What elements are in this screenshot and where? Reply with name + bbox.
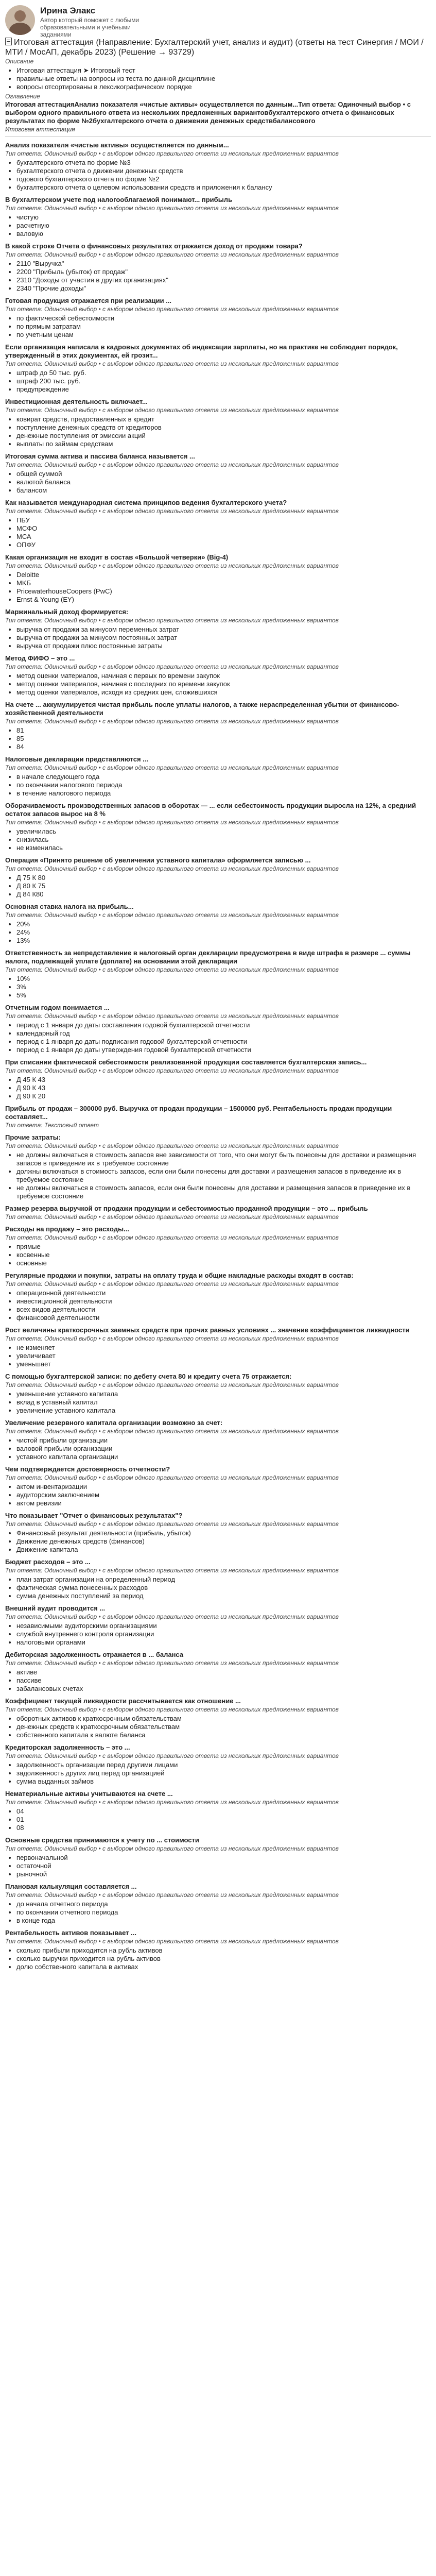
answer-option: • по окончании отчетного периода	[16, 1908, 431, 1917]
answer-option: • предупреждение	[16, 385, 431, 394]
answer-option: • 81	[16, 726, 431, 735]
question-title: Инвестиционная деятельность включает...	[5, 398, 148, 405]
answer-options	[5, 827, 431, 852]
answer-option: • валютой баланса	[16, 478, 431, 486]
answer-options	[5, 1854, 431, 1878]
question-block	[0, 499, 436, 549]
answer-option: • период с 1 января до даты утверждения годовой бухгалтерской отчетности	[16, 1046, 431, 1054]
answer-option: • 2200 "Прибыль (убыток) от продаж"	[16, 268, 431, 276]
question-block	[0, 196, 436, 238]
answer-options	[5, 920, 431, 945]
author-name[interactable]: Ирина Элакс	[40, 6, 96, 15]
question-type: Тип ответа: Одиночный выбор • с выбором одного правильного ответа из нескольких предложенных вариантов	[5, 1706, 339, 1713]
question-block	[0, 1883, 436, 1925]
answer-options	[5, 1344, 431, 1368]
answer-option: • по фактической себестоимости	[16, 314, 431, 323]
answer-options	[5, 1575, 431, 1600]
answer-option: • план затрат организации на определенный период	[16, 1575, 431, 1584]
question-block	[0, 949, 436, 999]
content-type: Итоговая аттестация	[5, 126, 75, 133]
answer-options	[5, 625, 431, 650]
answer-option: • годового бухгалтерского отчета по форме №2	[16, 175, 431, 183]
answer-options	[5, 1483, 431, 1507]
answer-options	[5, 415, 431, 448]
question-title: Дебиторская задолженность отражается в ... баланса	[5, 1651, 184, 1658]
question-block	[0, 1743, 436, 1786]
answer-option: • финансовой деятельности	[16, 1314, 431, 1322]
question-block	[0, 1651, 436, 1693]
answer-options	[5, 159, 431, 192]
question-block	[0, 1372, 436, 1415]
document-icon	[5, 38, 12, 45]
question-title: Отчетным годом понимается ...	[5, 1004, 110, 1011]
answer-option: • Финансовый результат деятельности (прибыль, убыток)	[16, 1529, 431, 1537]
question-block	[0, 1465, 436, 1507]
answer-option: • независимыми аудиторскими организациями	[16, 1622, 431, 1630]
answer-option: • увеличение уставного капитала	[16, 1406, 431, 1415]
question-block	[0, 553, 436, 604]
answer-option: • оборотных активов к краткосрочным обязательствам	[16, 1715, 431, 1723]
question-title: Как называется международная система принципов ведения бухгалтерского учета?	[5, 499, 287, 506]
answer-option: • бухгалтерского отчета о движении денежных средств	[16, 167, 431, 175]
answer-options	[5, 1151, 431, 1200]
question-title: Рост величины краткосрочных заемных средств при прочих равных условиях ... значение коэффициентов ликвидности	[5, 1326, 410, 1334]
answer-option: • бухгалтерского отчета о целевом использовании средств и приложения к балансу	[16, 183, 431, 192]
question-title: Бюджет расходов – это ...	[5, 1558, 91, 1566]
question-block	[0, 1058, 436, 1100]
answer-options	[5, 1807, 431, 1832]
answer-option: • собственного капитала к валюте баланса	[16, 1731, 431, 1739]
question-type: Тип ответа: Одиночный выбор • с выбором одного правильного ответа из нескольких предложенных вариантов	[5, 1381, 339, 1388]
answer-option: • 2110 "Выручка"	[16, 260, 431, 268]
answer-option: • долю собственного капитала в активах	[16, 1963, 431, 1971]
question-title: Если организация написала в кадровых документах об индексации зарплаты, но на практике не соблюдает порядок, утвержденный в этих документах, ей грозит...	[5, 343, 398, 359]
answer-option: • 20%	[16, 920, 431, 928]
question-title: Налоговые декларации представляются ...	[5, 755, 148, 763]
answer-option: • МСФО	[16, 524, 431, 533]
answer-options	[5, 1390, 431, 1415]
question-type: Тип ответа: Одиночный выбор • с выбором одного правильного ответа из нескольких предложенных вариантов	[5, 865, 339, 872]
answer-option: • выплаты по займам средствам	[16, 440, 431, 448]
answer-options	[5, 1715, 431, 1739]
question-title: Регулярные продажи и покупки, затраты на оплату труда и общие накладные расходы входят в состав:	[5, 1272, 354, 1279]
question-block	[0, 242, 436, 293]
question-title: Оборачиваемость производственных запасов в оборотах — ... если себестоимость продукции выросла на 12%, а средний остаток запасов вырос на 8 %	[5, 802, 416, 818]
author-info	[40, 5, 143, 38]
answer-option: • инвестиционной деятельности	[16, 1297, 431, 1306]
answer-option: • актом инвентаризации	[16, 1483, 431, 1491]
question-title: Маржинальный доход формируется:	[5, 608, 129, 616]
answer-option: • денежные поступления от эмиссии акций	[16, 432, 431, 440]
answer-option: • аудиторским заключением	[16, 1491, 431, 1499]
question-type: Тип ответа: Одиночный выбор • с выбором одного правильного ответа из нескольких предложенных вариантов	[5, 507, 339, 515]
description-list	[5, 66, 431, 91]
answer-option: • Д 90 К 20	[16, 1092, 431, 1100]
question-block	[0, 1205, 436, 1221]
answer-options	[5, 1529, 431, 1554]
answer-option: • балансом	[16, 486, 431, 495]
answer-option: • 04	[16, 1807, 431, 1816]
answer-option: • Д 75 К 80	[16, 874, 431, 882]
question-type: Тип ответа: Одиночный выбор • с выбором одного правильного ответа из нескольких предложенных вариантов	[5, 819, 339, 826]
question-block	[0, 802, 436, 852]
answer-option: • ОПФУ	[16, 541, 431, 549]
question-block	[0, 654, 436, 697]
answer-options	[5, 1900, 431, 1925]
question-title: Прибыль от продаж – 300000 руб. Выручка от продаж продукции – 1500000 руб. Рентабельность продаж продукции составляет...	[5, 1105, 392, 1121]
answer-option: • валовой прибыли организации	[16, 1445, 431, 1453]
answer-option: • денежных средств к краткосрочным обязательствам	[16, 1723, 431, 1731]
answer-option: • Д 90 К 43	[16, 1084, 431, 1092]
answer-option: • налоговыми органами	[16, 1638, 431, 1647]
answer-option: • Д 45 К 43	[16, 1076, 431, 1084]
question-title: Ответственность за непредставление в налоговый орган декларации предусмотрена в виде штрафа в размере ... суммы налога, подлежащей уплате (доплате) на основании этой декларации	[5, 949, 411, 965]
question-title: Увеличение резервного капитала организации возможно за счет:	[5, 1419, 223, 1427]
question-type: Тип ответа: Одиночный выбор • с выбором одного правильного ответа из нескольких предложенных вариантов	[5, 1474, 339, 1481]
answer-option: • 24%	[16, 928, 431, 937]
question-title: Внешний аудит проводится ...	[5, 1604, 106, 1612]
answer-option: • Deloitte	[16, 571, 431, 579]
question-list	[0, 141, 436, 1971]
question-title: На счете ... аккумулируется чистая прибыль после уплаты налогов, а также нераспределенная убытки от финансово-хозяйственной деятельности	[5, 701, 399, 717]
question-title: Основная ставка налога на прибыль...	[5, 903, 134, 910]
answer-option: • Д 84 К80	[16, 890, 431, 899]
question-type: Тип ответа: Одиночный выбор • с выбором одного правильного ответа из нескольких предложенных вариантов	[5, 1567, 339, 1574]
answer-options	[5, 975, 431, 999]
page-title	[0, 36, 436, 57]
answer-option: • основные	[16, 1259, 431, 1267]
description-item: • правильные ответы на вопросы из теста по данной дисциплине	[16, 75, 431, 83]
answer-option: • первоначальной	[16, 1854, 431, 1862]
author-header	[0, 0, 436, 36]
answer-option: • уменьшает	[16, 1360, 431, 1368]
question-block	[0, 608, 436, 650]
question-type: Тип ответа: Одиночный выбор • с выбором одного правильного ответа из нескольких предложенных вариантов	[5, 150, 339, 157]
answer-option: • службой внутреннего контроля организации	[16, 1630, 431, 1638]
question-block	[0, 856, 436, 899]
question-title: Итоговая сумма актива и пассива баланса называется ...	[5, 452, 195, 460]
answer-option: • остаточной	[16, 1862, 431, 1870]
answer-option: • увеличилась	[16, 827, 431, 836]
question-block	[0, 1558, 436, 1600]
question-type: Тип ответа: Одиночный выбор • с выбором одного правильного ответа из нескольких предложенных вариантов	[5, 966, 339, 973]
answer-option: • в конце года	[16, 1917, 431, 1925]
answer-option: • чистую	[16, 213, 431, 222]
question-type: Тип ответа: Одиночный выбор • с выбором одного правильного ответа из нескольких предложенных вариантов	[5, 617, 339, 624]
question-type: Тип ответа: Текстовый ответ	[5, 1122, 99, 1129]
answer-option: • ковират средств, предоставленных в кредит	[16, 415, 431, 423]
answer-option: • 08	[16, 1824, 431, 1832]
question-block	[0, 1419, 436, 1461]
question-title: Основные средства принимаются к учету по ... стоимости	[5, 1836, 199, 1844]
answer-option: • не изменяет	[16, 1344, 431, 1352]
answer-option: • уставного капитала организации	[16, 1453, 431, 1461]
answer-options	[5, 1243, 431, 1267]
answer-options	[5, 874, 431, 899]
answer-option: • по окончании налогового периода	[16, 781, 431, 789]
question-type: Тип ответа: Одиночный выбор • с выбором одного правильного ответа из нескольких предложенных вариантов	[5, 1213, 339, 1221]
answer-options	[5, 1076, 431, 1100]
answer-options	[5, 726, 431, 751]
question-type: Тип ответа: Одиночный выбор • с выбором одного правильного ответа из нескольких предложенных вариантов	[5, 306, 339, 313]
description-label: Описание	[5, 58, 34, 65]
answer-options	[5, 672, 431, 697]
question-title: Какая организация не входит в состав «Большой четверки» (Big-4)	[5, 553, 229, 561]
question-block	[0, 755, 436, 798]
question-type: Тип ответа: Одиночный выбор • с выбором одного правильного ответа из нескольких предложенных вариантов	[5, 461, 339, 468]
answer-option: • увеличивает	[16, 1352, 431, 1360]
answer-option: • не должны включаться в стоимость запасов вне зависимости от того, что они могут быть понесены для доставки и размещения запасов в приведение их в требуемое состояние	[16, 1151, 431, 1167]
question-block	[0, 1929, 436, 1971]
question-type: Тип ответа: Одиночный выбор • с выбором одного правильного ответа из нескольких предложенных вариантов	[5, 205, 339, 212]
answer-option: • не должны включаться в стоимость запасов, если они были понесены для доставки и размещения запасов в приведение их в требуемое состояние	[16, 1184, 431, 1200]
author-description: Автор который поможет с любыми образовательными и учебными заданиями	[40, 16, 139, 38]
question-block	[0, 1790, 436, 1832]
question-type: Тип ответа: Одиночный выбор • с выбором одного правильного ответа из нескольких предложенных вариантов	[5, 1234, 339, 1241]
answer-option: • фактическая сумма понесенных расходов	[16, 1584, 431, 1592]
question-title: Размер резерва выручкой от продажи продукции и себестоимостью проданной продукции – это ... прибыль	[5, 1205, 368, 1212]
answer-option: • выручка от продажи за минусом переменных затрат	[16, 625, 431, 634]
question-title: Коэффициент текущей ликвидности рассчитывается как отношение ...	[5, 1697, 241, 1705]
question-block	[0, 1105, 436, 1129]
answer-option: • выручка от продажи плюс постоянные затраты	[16, 642, 431, 650]
answer-options	[5, 369, 431, 394]
question-type: Тип ответа: Одиночный выбор • с выбором одного правильного ответа из нескольких предложенных вариантов	[5, 718, 339, 725]
answer-option: • сколько прибыли приходится на рубль активов	[16, 1946, 431, 1955]
question-title: Готовая продукция отражается при реализации ...	[5, 297, 172, 304]
answer-option: • MKБ	[16, 579, 431, 587]
page-title-text: Итоговая аттестация (Направление: Бухгалтерский учет, анализ и аудит) (ответы на тест Синергия / МОИ / МТИ / МосАП, декабрь 2023) (Решение → 93729)	[5, 38, 424, 57]
question-type: Тип ответа: Одиночный выбор • с выбором одного правильного ответа из нескольких предложенных вариантов	[5, 663, 339, 670]
answer-options	[5, 1622, 431, 1647]
answer-option: • активе	[16, 1668, 431, 1676]
question-type: Тип ответа: Одиночный выбор • с выбором одного правильного ответа из нескольких предложенных вариантов	[5, 1067, 339, 1074]
answer-options	[5, 1436, 431, 1461]
answer-option: • штраф до 50 тыс. руб.	[16, 369, 431, 377]
answer-option: • календарный год	[16, 1029, 431, 1038]
answer-option: • МСА	[16, 533, 431, 541]
answer-option: • выручка от продажи за минусом постоянных затрат	[16, 634, 431, 642]
answer-option: • рыночной	[16, 1870, 431, 1878]
question-title: В бухгалтерском учете под налогооблагаемой понимают... прибыль	[5, 196, 233, 204]
question-block	[0, 1512, 436, 1554]
answer-option: • до начала отчетного периода	[16, 1900, 431, 1908]
answer-option: • период с 1 января до даты подписания годовой бухгалтерской отчетности	[16, 1038, 431, 1046]
answer-option: • снизилась	[16, 836, 431, 844]
content-label: Оглавление	[5, 93, 40, 100]
question-type: Тип ответа: Одиночный выбор • с выбором одного правильного ответа из нескольких предложенных вариантов	[5, 1012, 339, 1020]
question-type: Тип ответа: Одиночный выбор • с выбором одного правильного ответа из нескольких предложенных вариантов	[5, 911, 339, 919]
answer-option: • в начале следующего года	[16, 773, 431, 781]
answer-option: • 2340 "Прочие доходы"	[16, 284, 431, 293]
content-summary	[0, 100, 436, 133]
answer-option: • PricewaterhouseCoopers (PwC)	[16, 587, 431, 596]
question-block	[0, 1604, 436, 1647]
question-type: Тип ответа: Одиночный выбор • с выбором одного правильного ответа из нескольких предложенных вариантов	[5, 1280, 339, 1287]
answer-option: • всех видов деятельности	[16, 1306, 431, 1314]
question-type: Тип ответа: Одиночный выбор • с выбором одного правильного ответа из нескольких предложенных вариантов	[5, 562, 339, 569]
answer-option: • пассиве	[16, 1676, 431, 1685]
answer-options	[5, 260, 431, 293]
question-title: Расходы на продажу – это расходы...	[5, 1225, 129, 1233]
question-type: Тип ответа: Одиночный выбор • с выбором одного правильного ответа из нескольких предложенных вариантов	[5, 1142, 339, 1149]
answer-options	[5, 516, 431, 549]
question-title: В какой строке Отчета о финансовых результатах отражается доход от продажи товара?	[5, 242, 303, 250]
question-title: Операция «Принято решение об увеличении уставного капитала» оформляется записью ...	[5, 856, 311, 864]
question-title: Анализ показателя «чистые активы» осуществляется по данным...	[5, 141, 229, 149]
answer-option: • 3%	[16, 983, 431, 991]
content-title: Итоговая аттестацияАнализ показателя «чистые активы» осуществляется по данным...Тип ответа: Одиночный выбор • с выбором одного правильного ответа из нескольких предложенных вариантовбухгалтерского отчета о финансовых результатах по форме №2бухгалтерского отчета о движении денежных средствбалансового	[5, 100, 411, 125]
answer-options	[5, 1761, 431, 1786]
answer-options	[5, 1946, 431, 1971]
answer-option: • 2310 "Доходы от участия в других организациях"	[16, 276, 431, 284]
description-item: • Итоговая аттестация ➤ Итоговый тест	[16, 66, 431, 75]
answer-option: • не изменилась	[16, 844, 431, 852]
answer-option: • задолженность организации перед другими лицами	[16, 1761, 431, 1769]
answer-option: • расчетную	[16, 222, 431, 230]
answer-option: • актом ревизии	[16, 1499, 431, 1507]
answer-option: • общей суммой	[16, 470, 431, 478]
answer-options	[5, 1289, 431, 1322]
answer-option: • сумма выданных займов	[16, 1777, 431, 1786]
avatar[interactable]	[5, 5, 35, 35]
answer-option: • прямые	[16, 1243, 431, 1251]
question-type: Тип ответа: Одиночный выбор • с выбором одного правильного ответа из нескольких предложенных вариантов	[5, 406, 339, 414]
answer-option: • Движение капитала	[16, 1546, 431, 1554]
answer-option: • 13%	[16, 937, 431, 945]
question-type: Тип ответа: Одиночный выбор • с выбором одного правильного ответа из нескольких предложенных вариантов	[5, 1613, 339, 1620]
question-type: Тип ответа: Одиночный выбор • с выбором одного правильного ответа из нескольких предложенных вариантов	[5, 360, 339, 367]
question-block	[0, 903, 436, 945]
question-title: При списании фактической себестоимости реализованной продукции составляется бухгалтерская запись...	[5, 1058, 367, 1066]
question-block	[0, 1133, 436, 1200]
answer-option: • метод оценки материалов, исходя из средних цен, сложившихся	[16, 688, 431, 697]
answer-option: • Ernst & Young (EY)	[16, 596, 431, 604]
answer-options	[5, 314, 431, 339]
description	[0, 66, 436, 91]
question-type: Тип ответа: Одиночный выбор • с выбором одного правильного ответа из нескольких предложенных вариантов	[5, 1335, 339, 1342]
question-type: Тип ответа: Одиночный выбор • с выбором одного правильного ответа из нескольких предложенных вариантов	[5, 1659, 339, 1667]
answer-option: • 85	[16, 735, 431, 743]
question-type: Тип ответа: Одиночный выбор • с выбором одного правильного ответа из нескольких предложенных вариантов	[5, 1938, 339, 1945]
answer-option: • штраф 200 тыс. руб.	[16, 377, 431, 385]
answer-option: • чистой прибыли организации	[16, 1436, 431, 1445]
answer-option: • 5%	[16, 991, 431, 999]
answer-option: • по учетным ценам	[16, 331, 431, 339]
answer-option: • забалансовых счетах	[16, 1685, 431, 1693]
question-block	[0, 452, 436, 495]
question-block	[0, 1004, 436, 1054]
answer-option: • уменьшение уставного капитала	[16, 1390, 431, 1398]
question-block	[0, 297, 436, 339]
question-type: Тип ответа: Одиночный выбор • с выбором одного правильного ответа из нескольких предложенных вариантов	[5, 1799, 339, 1806]
question-title: Метод ФИФО – это ...	[5, 654, 75, 662]
question-block	[0, 141, 436, 192]
answer-option: • бухгалтерского отчета по форме №3	[16, 159, 431, 167]
answer-option: • 84	[16, 743, 431, 751]
question-title: Кредиторская задолженность – это ...	[5, 1743, 130, 1751]
question-block	[0, 1326, 436, 1368]
question-title: Нематериальные активы учитываются на счете ...	[5, 1790, 173, 1798]
answer-option: • задолженность других лиц перед организацией	[16, 1769, 431, 1777]
answer-option: • косвенные	[16, 1251, 431, 1259]
answer-options	[5, 571, 431, 604]
answer-option: • 01	[16, 1816, 431, 1824]
question-type: Тип ответа: Одиночный выбор • с выбором одного правильного ответа из нескольких предложенных вариантов	[5, 1891, 339, 1899]
answer-option: • операционной деятельности	[16, 1289, 431, 1297]
answer-option: • ПБУ	[16, 516, 431, 524]
answer-option: • в течение налогового периода	[16, 789, 431, 798]
question-title: Что показывает "Отчет о финансовых результатах"?	[5, 1512, 183, 1519]
answer-options	[5, 1668, 431, 1693]
answer-option: • метод оценки материалов, начиная с первых по времени закупок	[16, 672, 431, 680]
question-block	[0, 343, 436, 394]
answer-options	[5, 470, 431, 495]
answer-options	[5, 773, 431, 798]
answer-option: • метод оценки материалов, начиная с последних по времени закупок	[16, 680, 431, 688]
question-title: С помощью бухгалтерской записи: по дебету счета 80 и кредиту счета 75 отражается:	[5, 1372, 292, 1380]
question-block	[0, 1225, 436, 1267]
answer-option: • вклад в уставный капитал	[16, 1398, 431, 1406]
question-type: Тип ответа: Одиночный выбор • с выбором одного правильного ответа из нескольких предложенных вариантов	[5, 1752, 339, 1759]
question-title: Плановая калькуляция составляется ...	[5, 1883, 137, 1890]
answer-option: • сумма денежных поступлений за период	[16, 1592, 431, 1600]
answer-option: • 10%	[16, 975, 431, 983]
question-type: Тип ответа: Одиночный выбор • с выбором одного правильного ответа из нескольких предложенных вариантов	[5, 1845, 339, 1852]
question-block	[0, 398, 436, 448]
answer-option: • должны включаться в стоимость запасов, если они были понесены для доставки и размещения запасов в приведение их в требуемое состояние	[16, 1167, 431, 1184]
answer-option: • Д 80 К 75	[16, 882, 431, 890]
question-title: Рентабельность активов показывает ...	[5, 1929, 136, 1937]
answer-option: • поступление денежных средств от кредиторов	[16, 423, 431, 432]
question-block	[0, 701, 436, 751]
answer-options	[5, 213, 431, 238]
question-type: Тип ответа: Одиночный выбор • с выбором одного правильного ответа из нескольких предложенных вариантов	[5, 1520, 339, 1528]
answer-option: • по прямым затратам	[16, 323, 431, 331]
description-item: • вопросы отсортированы в лексикографическом порядке	[16, 83, 431, 91]
question-block	[0, 1836, 436, 1878]
question-block	[0, 1272, 436, 1322]
answer-option: • валовую	[16, 230, 431, 238]
question-type: Тип ответа: Одиночный выбор • с выбором одного правильного ответа из нескольких предложенных вариантов	[5, 1428, 339, 1435]
answer-option: • сколько выручки приходится на рубль активов	[16, 1955, 431, 1963]
question-title: Прочие затраты:	[5, 1133, 61, 1141]
question-block	[0, 1697, 436, 1739]
question-type: Тип ответа: Одиночный выбор • с выбором одного правильного ответа из нескольких предложенных вариантов	[5, 251, 339, 258]
question-title: Чем подтверждается достоверность отчетности?	[5, 1465, 170, 1473]
answer-option: • Движение денежных средств (финансов)	[16, 1537, 431, 1546]
answer-option: • период с 1 января до даты составления годовой бухгалтерской отчетности	[16, 1021, 431, 1029]
answer-options	[5, 1021, 431, 1054]
question-type: Тип ответа: Одиночный выбор • с выбором одного правильного ответа из нескольких предложенных вариантов	[5, 764, 339, 771]
